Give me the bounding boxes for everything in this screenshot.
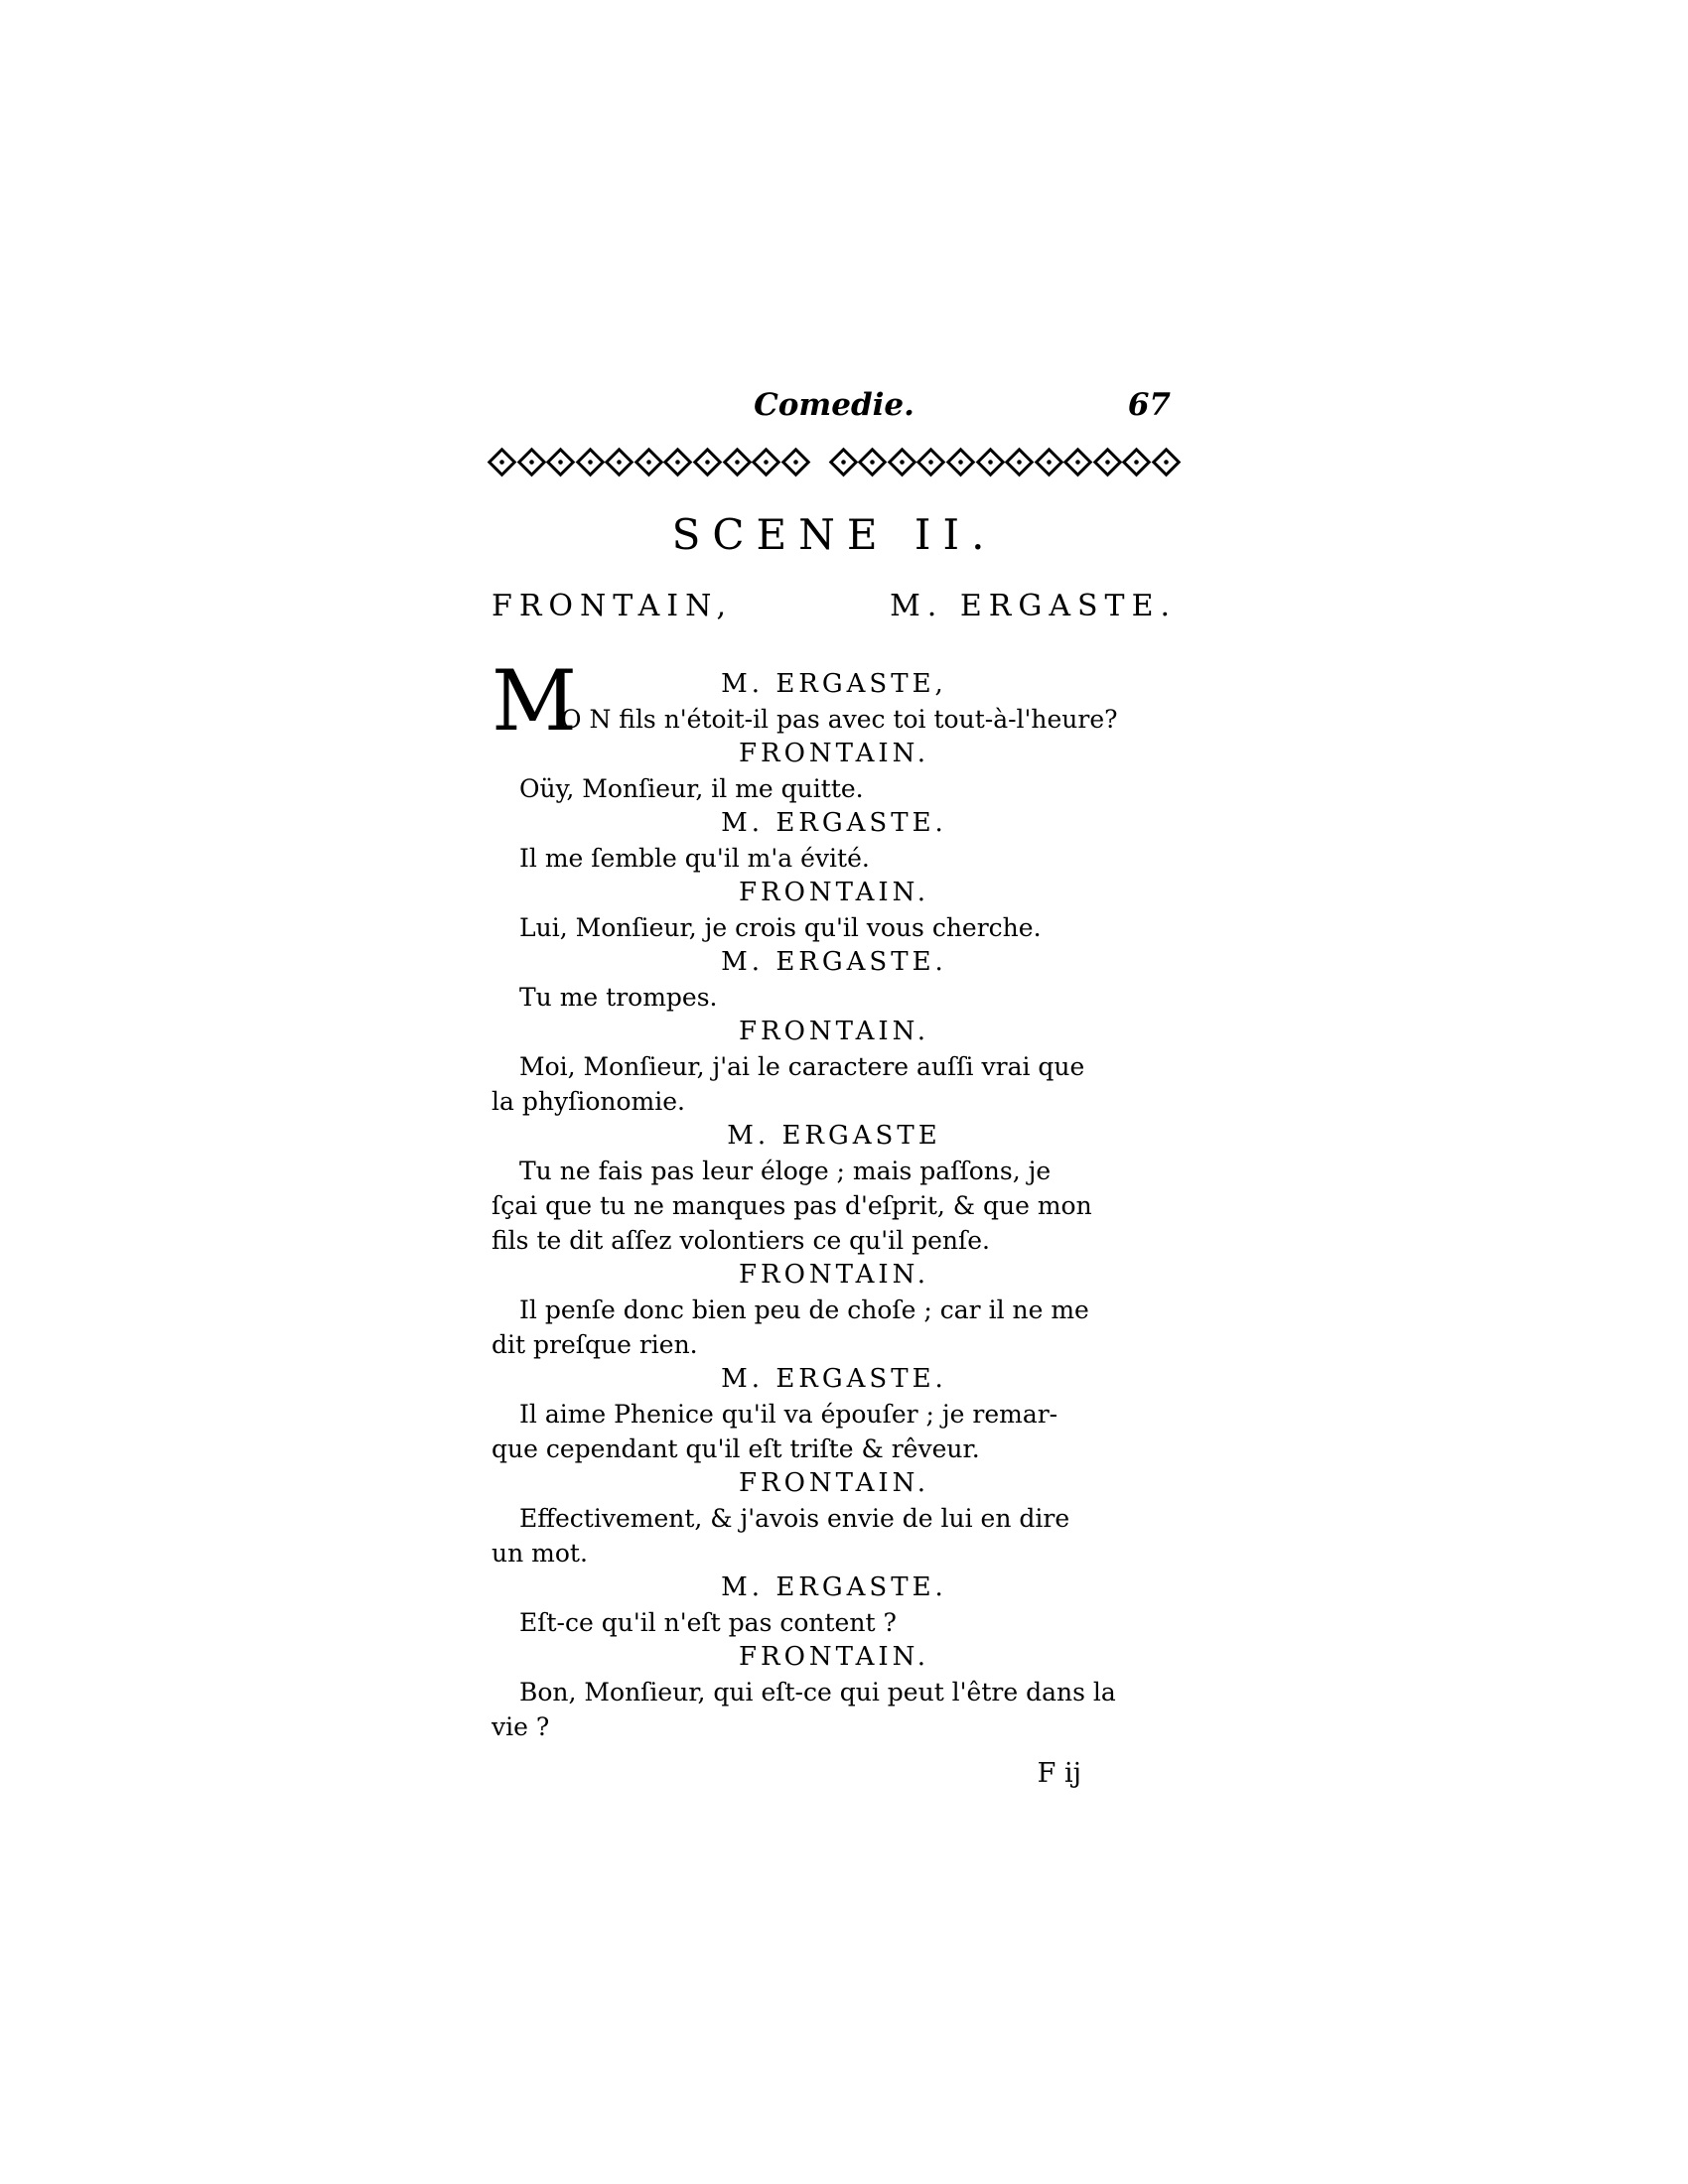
ornament-diamond (633, 447, 663, 477)
speech-list (492, 737, 1177, 1744)
speaker-name: FRONTAIN. (739, 739, 929, 768)
speaker-name: M. ERGASTE. (721, 947, 947, 977)
ornament-diamond (663, 447, 693, 477)
ornamental-border (492, 447, 1177, 477)
opening-speech (492, 652, 1177, 750)
speech-line: Tu ne fais pas leur éloge ; mais paſſons, je (519, 1157, 1052, 1185)
ornament-diamond (828, 447, 858, 477)
ornament-diamond (946, 447, 976, 477)
ornament-diamond (1063, 447, 1093, 477)
speech-line: Moi, Monſieur, j'ai le caractere auſſi vrai que (519, 1052, 1085, 1081)
speech-line: Tu me trompes. (519, 983, 718, 1012)
speech-line: Oüy, Monſieur, il me quitte. (519, 774, 864, 803)
speaker-name: M. ERGASTE, (721, 669, 947, 699)
page-number: 67 (1127, 387, 1171, 423)
speech-block (492, 1466, 1177, 1570)
ornament-diamond (1005, 447, 1035, 477)
speech-block (492, 737, 1177, 806)
speech-line: vie ? (492, 1712, 550, 1741)
ornament-diamond (780, 447, 810, 477)
scene-title: SCENE II. (671, 510, 997, 559)
speaker-name: M. ERGASTE. (721, 1364, 947, 1394)
ornament-diamond (975, 447, 1005, 477)
speaker-name: FRONTAIN. (739, 1468, 929, 1498)
ornament-diamond (752, 447, 781, 477)
speech-line: O N fils n'étoit-il pas avec toi tout-à-l'heure? (561, 705, 1118, 734)
book-page (492, 387, 1177, 1789)
speech-block (492, 1015, 1177, 1119)
speech-block (492, 1258, 1177, 1362)
ornament-diamond (722, 447, 752, 477)
speaker-name: FRONTAIN. (739, 1260, 929, 1290)
cast-member: M. ERGASTE. (890, 589, 1177, 623)
ornament-diamond (516, 447, 546, 477)
signature-mark: F ij (1037, 1758, 1081, 1789)
ornament-diamond (488, 447, 517, 477)
speech-line: Il aime Phenice qu'il va épouſer ; je remar- (519, 1400, 1058, 1429)
ornament-diamond (693, 447, 723, 477)
speech-line: Il penſe donc bien peu de choſe ; car il ne me (519, 1296, 1089, 1324)
ornament-diamond (1092, 447, 1122, 477)
running-title: Comedie. (754, 387, 914, 423)
speech-line: dit preſque rien. (492, 1330, 698, 1359)
ornament-diamond (1122, 447, 1152, 477)
speech-block (492, 1640, 1177, 1744)
ornament-diamond (916, 447, 946, 477)
cast-member: FRONTAIN, (492, 589, 733, 623)
speaker-name: M. ERGASTE. (721, 1572, 947, 1602)
drop-cap: M (492, 652, 578, 750)
ornament-diamond (1152, 447, 1182, 477)
ornament-diamond (858, 447, 888, 477)
speaker-name: FRONTAIN. (739, 1642, 929, 1672)
cast-list (492, 589, 1177, 623)
page-header (492, 387, 1177, 439)
ornament-diamond (546, 447, 576, 477)
speaker-name: FRONTAIN. (739, 1017, 929, 1046)
speech-line: la phyſionomie. (492, 1087, 685, 1116)
speech-block (492, 1119, 1177, 1258)
speech-line: fils te dit aſſez volontiers ce qu'il penſe. (492, 1226, 990, 1255)
speech-line: ſçai que tu ne manques pas d'eſprit, & que mon (492, 1191, 1092, 1220)
speech-line: que cependant qu'il eſt triſte & rêveur. (492, 1434, 980, 1463)
ornament-diamond (605, 447, 634, 477)
speech-block (492, 806, 1177, 876)
speech-line: un mot. (492, 1539, 588, 1568)
speaker-name: M. ERGASTE. (721, 808, 947, 838)
speech-block (492, 1570, 1177, 1640)
speech-line: Eſt-ce qu'il n'eſt pas content ? (519, 1608, 897, 1637)
speech-block (492, 876, 1177, 945)
speech-line: Lui, Monſieur, je crois qu'il vous cherche. (519, 913, 1042, 942)
dialogue (492, 652, 1177, 1744)
speaker-name: FRONTAIN. (739, 878, 929, 907)
speech-line: Bon, Monſieur, qui eſt-ce qui peut l'être dans la (519, 1678, 1116, 1706)
ornament-diamond (575, 447, 605, 477)
speech-line: Effectivement, & j'avois envie de lui en dire (519, 1504, 1070, 1533)
ornament-diamond (888, 447, 917, 477)
speech-block (492, 1362, 1177, 1466)
ornament-diamond (1034, 447, 1063, 477)
speech-block (492, 945, 1177, 1015)
speaker-name: M. ERGASTE (727, 1121, 941, 1151)
speech-line: Il me ſemble qu'il m'a évité. (519, 844, 870, 873)
